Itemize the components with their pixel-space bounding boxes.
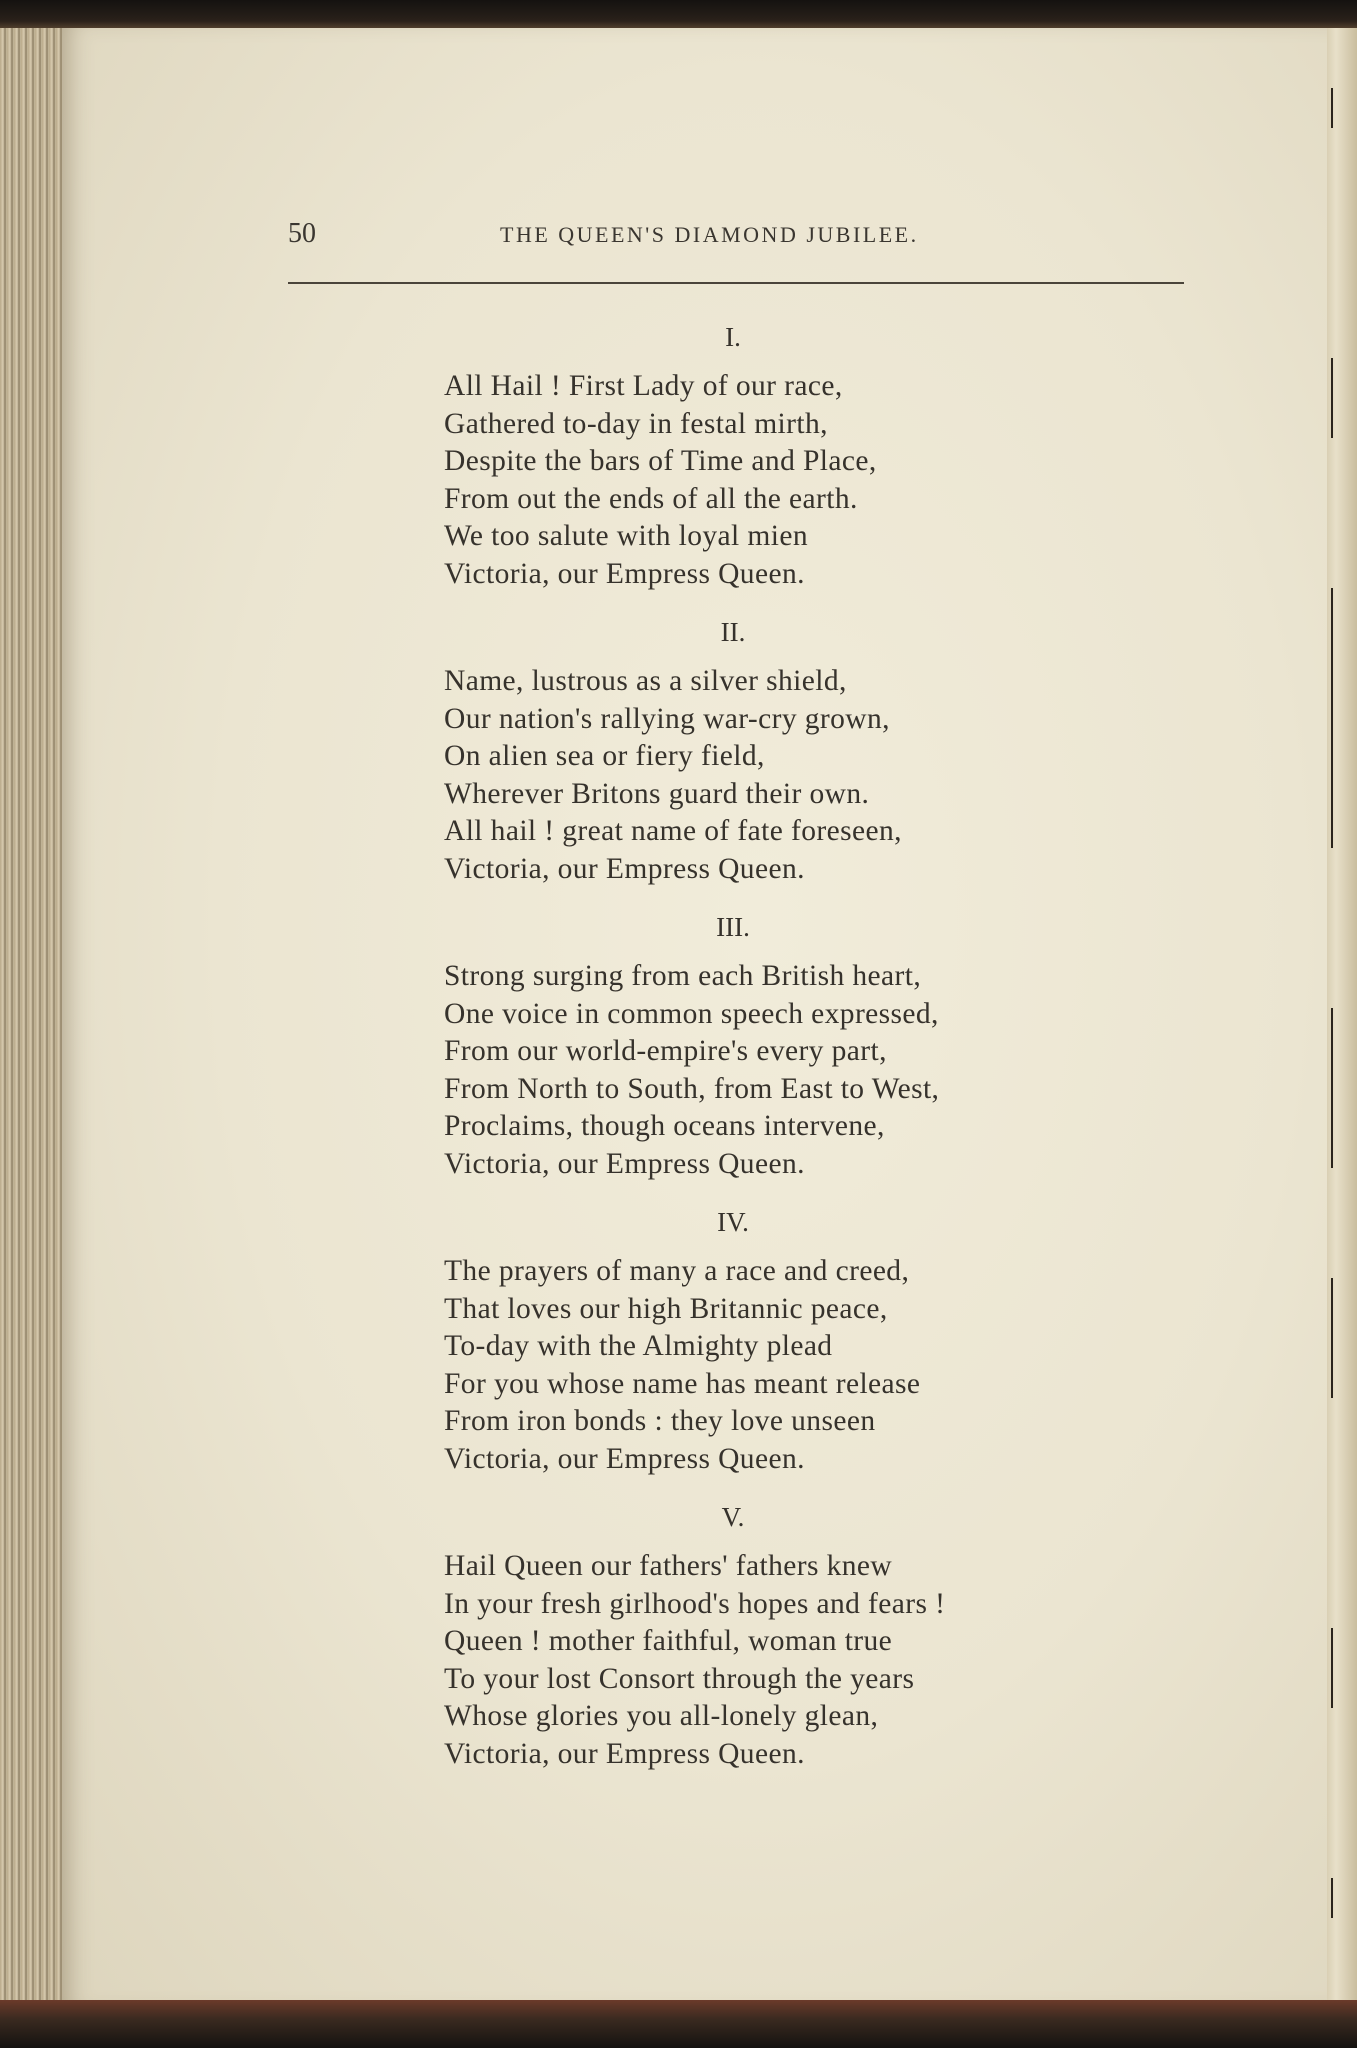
poem-line: Despite the bars of Time and Place,	[444, 445, 877, 477]
poem-line: From our world-empire's every part,	[444, 1035, 887, 1067]
poem-line: For you whose name has meant release	[444, 1367, 921, 1400]
poem-line: In your fresh girlhood's hopes and fears !	[444, 1587, 946, 1620]
poem-line: Proclaims, though oceans intervene,	[444, 1110, 885, 1142]
poem-line: Gathered to-day in festal mirth,	[444, 407, 828, 440]
poem-line: All Hail ! First Lady of our race,	[444, 370, 843, 402]
binding-mark	[1331, 1278, 1333, 1398]
stanza	[444, 611, 1064, 888]
poem-line: One voice in common speech expressed,	[444, 997, 939, 1030]
poem-line: Our nation's rallying war-cry grown,	[444, 702, 890, 735]
poem-line: From iron bonds : they love unseen	[444, 1405, 876, 1437]
stanza	[444, 316, 1064, 593]
poem-line: Name, lustrous as a silver shield,	[444, 665, 847, 697]
poem-line: Victoria, our Empress Queen.	[444, 557, 805, 590]
poem-line: To-day with the Almighty plead	[444, 1330, 833, 1362]
poem-line: Strong surging from each British heart,	[444, 960, 922, 992]
poem-line: From out the ends of all the earth.	[444, 482, 858, 515]
stanza-numeral: III.	[716, 912, 750, 942]
stanza	[444, 1496, 1064, 1773]
page-header	[288, 218, 1184, 258]
page-number: 50	[288, 218, 316, 249]
header-rule	[288, 282, 1184, 284]
binding-mark	[1331, 1008, 1333, 1168]
binding-edge-right	[1327, 28, 1357, 2018]
poem-line: Wherever Britons guard their own.	[444, 777, 870, 810]
binding-mark	[1331, 1628, 1333, 1708]
binding-mark	[1331, 1878, 1333, 1918]
poem-line: Victoria, our Empress Queen.	[444, 1737, 805, 1770]
poem-line: The prayers of many a race and creed,	[444, 1255, 910, 1287]
poem-line: On alien sea or fiery field,	[444, 740, 765, 772]
binding-mark	[1331, 588, 1333, 848]
poem-line: Hail Queen our fathers' fathers knew	[444, 1550, 893, 1582]
stanza	[444, 906, 1064, 1183]
stanza-numeral: IV.	[717, 1207, 749, 1237]
stanza-numeral: I.	[725, 322, 741, 352]
poem-line: We too salute with loyal mien	[444, 520, 808, 552]
poem-line: All hail ! great name of fate foreseen,	[444, 815, 902, 847]
stanza-numeral: II.	[720, 617, 746, 647]
poem-line: That loves our high Britannic peace,	[444, 1292, 888, 1325]
book-top-shadow	[0, 0, 1357, 30]
stanza	[444, 1201, 1064, 1478]
binding-mark	[1331, 358, 1333, 438]
poem-line: Victoria, our Empress Queen.	[444, 1442, 805, 1475]
poem-line: Whose glories you all-lonely glean,	[444, 1700, 879, 1732]
binding-mark	[1331, 88, 1333, 128]
book-bottom-edge	[0, 2000, 1357, 2048]
poem-line: To your lost Consort through the years	[444, 1662, 915, 1695]
running-title: THE QUEEN'S DIAMOND JUBILEE.	[500, 222, 919, 247]
poem-line: From North to South, from East to West,	[444, 1072, 940, 1105]
poem-line: Victoria, our Empress Queen.	[444, 852, 805, 885]
poem	[444, 316, 1064, 1791]
stanza-numeral: V.	[721, 1502, 745, 1532]
poem-line: Queen ! mother faithful, woman true	[444, 1625, 893, 1657]
poem-line: Victoria, our Empress Queen.	[444, 1147, 805, 1180]
